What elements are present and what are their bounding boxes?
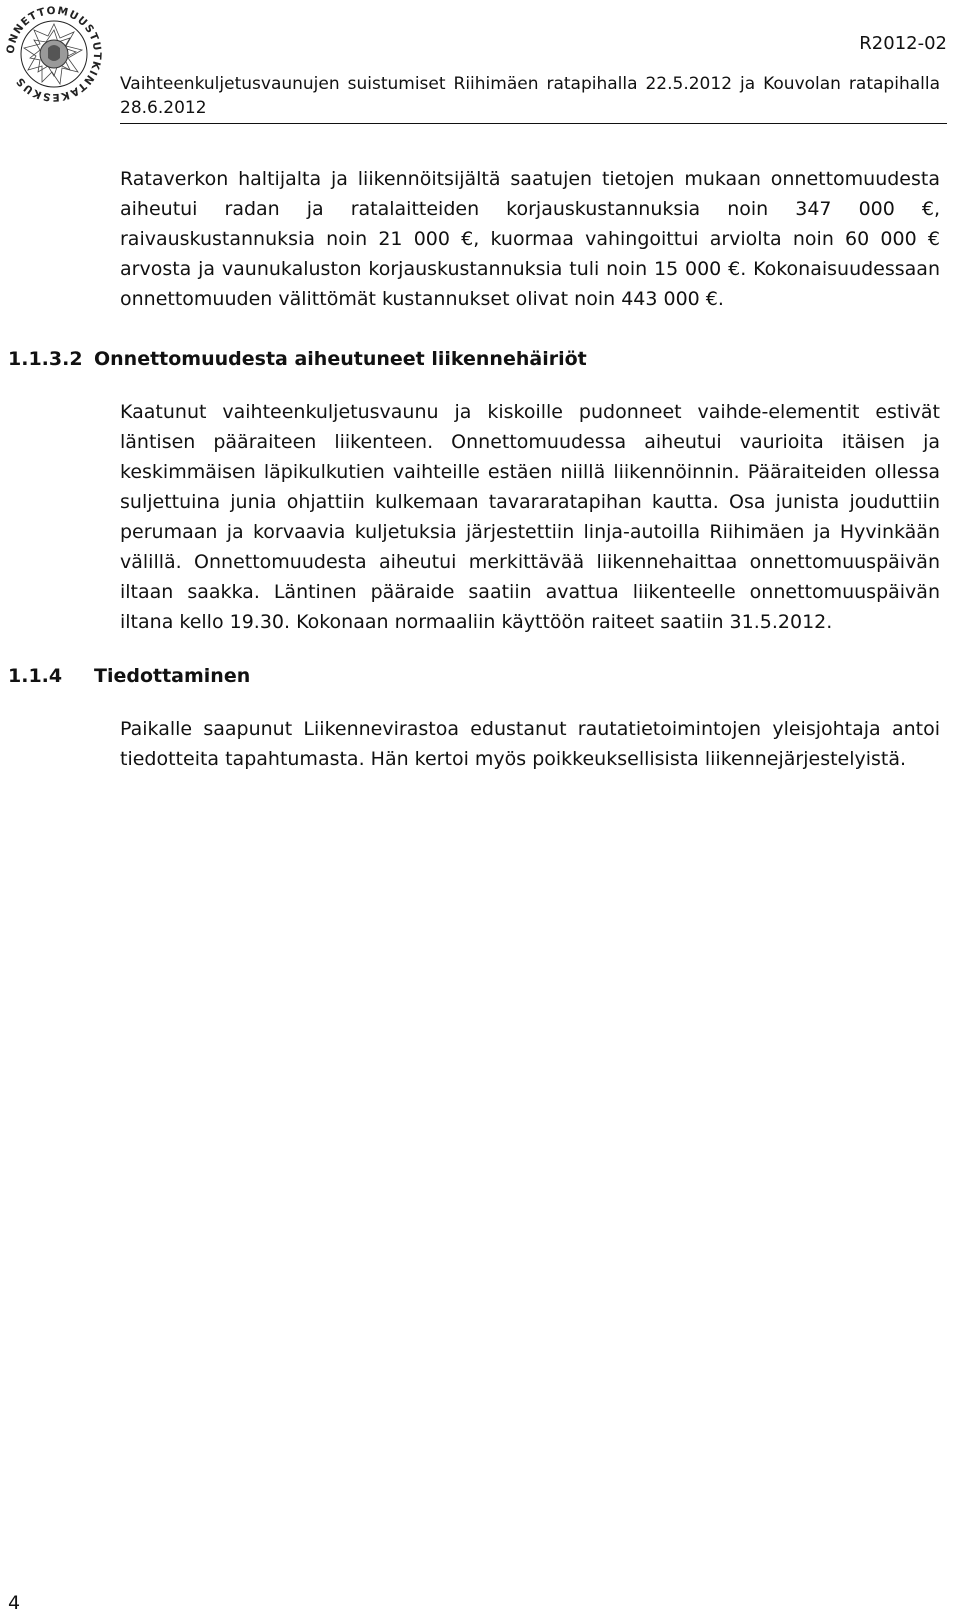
onnettomuustutkintakeskus-logo-icon [2,2,106,106]
report-id: R2012-02 [859,33,947,54]
section-title: Tiedottaminen [94,665,251,687]
paragraph-traffic-disruptions: Kaatunut vaihteenkuljetusvaunu ja kiskoille pudonneet vaihde-elementit estivät läntisen pääraiteen liikenteen. Onnettomuudessa aiheutui vaurioita itäisen ja keskimmäisen läpikulkutien vaihteille estäen niillä liikennöinnin. Pääraiteiden ollessa suljettuina junia ohjattiin kulkemaan tavararatapihan kautta. Osa junista jouduttiin perumaan ja korvaavia kuljetuksia järjestettiin linja-autoilla Riihimäen ja Hyvinkään välillä. Onnettomuudesta aiheutui merkittävää liikennehaittaa onnettomuuspäivän iltaan saakka. Läntinen pääraide saatiin avattua liikenteelle onnettomuuspäivän iltana kello 19.30. Kokonaan normaaliin käyttöön raiteet saatiin 31.5.2012. [120,401,940,633]
section-number: 1.1.3.2 [8,348,83,370]
header-divider [120,123,947,124]
section-heading-communication [8,661,250,691]
paragraph-costs: Rataverkon haltijalta ja liikennöitsijältä saatujen tietojen mukaan onnettomuudesta aiheutui radan ja ratalaitteiden korjauskustannuksia noin 347 000 €, raivauskustannuksia noin 21 000 €, kuormaa vahingoittui arviolta noin 60 000 € arvosta ja vaunukaluston korjauskustannuksia tuli noin 15 000 €. Kokonaisuudessaan onnettomuuden välittömät kustannukset olivat noin 443 000 €. [120,168,940,310]
document-title: Vaihteenkuljetusvaunujen suistumiset Riihimäen ratapihalla 22.5.2012 ja Kouvolan ratapihalla [120,74,940,94]
section-title: Onnettomuudesta aiheutuneet liikennehäiriöt [94,348,587,370]
svg-text:ONNETTOMUUSTUTKINTAKESKUS: ONNETTOMUUSTUTKINTAKESKUS [4,4,104,104]
paragraph-communication: Paikalle saapunut Liikennevirastoa edustanut rautatietoimintojen yleisjohtaja antoi tiedotteita tapahtumasta. Hän kertoi myös poikkeuksellisista liikennejärjestelyistä. [120,718,940,770]
section-number: 1.1.4 [8,665,63,687]
document-title-continued: 28.6.2012 [120,98,207,118]
section-heading-traffic-disruptions [8,344,587,374]
page-number: 4 [8,1592,21,1614]
